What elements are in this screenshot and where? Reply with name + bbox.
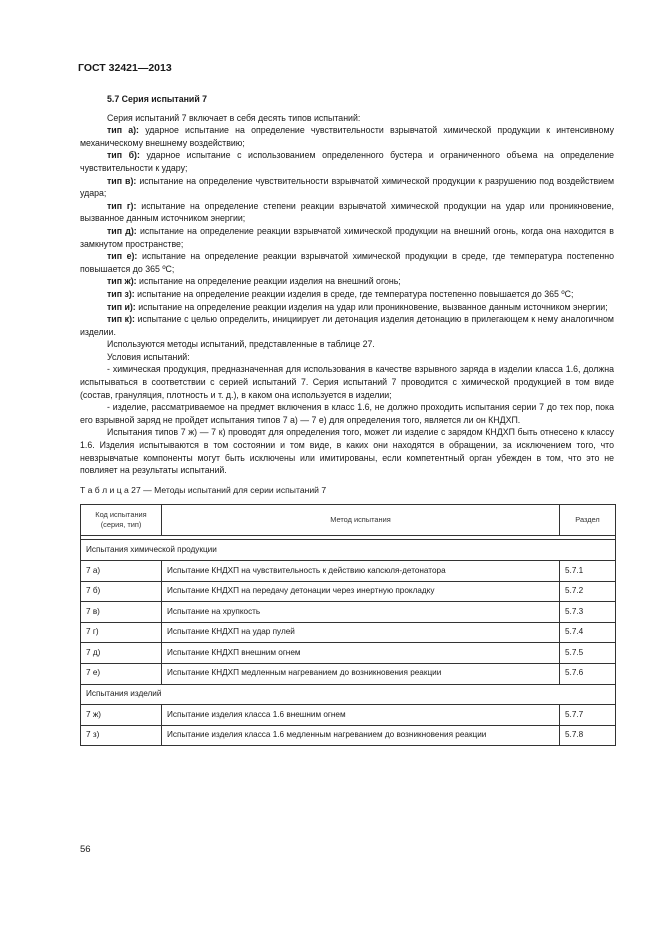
type-text: испытание на определение степени реакции взрывчатой химической продукции на удар или проникновение, вызванное данным источником энергии;	[80, 200, 614, 224]
cell-method: Испытание на хрупкость	[162, 602, 560, 623]
type-text: испытание на определение реакции изделия в среде, где температура постепенно повышается до 365 ºС;	[137, 288, 574, 299]
cell-section: 5.7.7	[560, 705, 616, 726]
document-body	[80, 93, 614, 746]
cell-code: 7 д)	[81, 643, 162, 664]
type-text: ударное испытание с использованием определенного бустера и ограниченного объема на определение чувствительности к удару;	[80, 150, 614, 173]
cell-code: 7 а)	[81, 561, 162, 582]
cell-section: 5.7.5	[560, 643, 616, 664]
conditions-title: Условия испытаний:	[107, 351, 190, 362]
type-text: испытание на определение чувствительности взрывчатой химической продукции к разрушению под воздействием удара;	[80, 175, 614, 199]
cell-code: 7 з)	[81, 725, 162, 746]
type-label: тип г):	[107, 200, 137, 211]
type-label: тип и):	[107, 301, 136, 312]
cell-method: Испытание КНДХП на передачу детонации через инертную прокладку	[162, 581, 560, 602]
cell-section: 5.7.1	[560, 561, 616, 582]
cell-code: 7 е)	[81, 663, 162, 684]
group-title: Испытания химической продукции	[81, 540, 616, 561]
test-type-b	[80, 149, 614, 174]
table-row	[81, 581, 616, 602]
test-type-v	[80, 175, 614, 200]
header-method: Метод испытания	[162, 505, 560, 536]
methods-note: Используются методы испытаний, представленные в таблице 27.	[107, 339, 375, 350]
test-type-i	[80, 301, 614, 314]
methods-table	[80, 504, 616, 746]
test-type-zh	[80, 275, 614, 288]
type-label: тип к):	[107, 314, 135, 325]
cell-section: 5.7.8	[560, 725, 616, 746]
condition-1: - химическая продукция, предназначенная для использования в качестве взрывного заряда в изделии класса 1.6, должна испытываться в соответствии с серией испытаний 7. Серия испытаний 7 проводится с химической продукцией в том виде (состав, грануляция, плотность и т. д.), в каком она используется в изделии;	[80, 364, 614, 400]
table-group-row	[81, 540, 616, 561]
type-text: испытание на определение реакции взрывчатой химической продукции на внешний огонь, когда она находится в замкнутом пространстве;	[80, 225, 614, 249]
type-text: испытание с целью определить, инициирует ли детонация изделия детонацию в прилегающем к нему аналогичном изделии.	[80, 314, 614, 337]
cell-code: 7 ж)	[81, 705, 162, 726]
type-label: тип ж):	[107, 276, 137, 287]
type-text: испытание на определение реакции изделия на внешний огонь;	[139, 276, 401, 287]
table-row	[81, 725, 616, 746]
type-label: тип з):	[107, 288, 135, 299]
condition-2: - изделие, рассматриваемое на предмет включения в класс 1.6, не должно проходить испытания серии 7 до тех пор, пока его взрывной заряд не пройдет испытания типов 7 а) — 7 е) для определения того, является ли он КНДХП.	[80, 402, 614, 425]
cell-method: Испытание КНДХП на чувствительность к действию капсюля-детонатора	[162, 561, 560, 582]
type-label: тип а):	[107, 125, 139, 136]
test-type-z	[80, 288, 614, 301]
cell-section: 5.7.4	[560, 622, 616, 643]
cell-method: Испытание изделия класса 1.6 медленным нагреванием до возникновения реакции	[162, 725, 560, 746]
table-row	[81, 705, 616, 726]
type-text: ударное испытание на определение чувствительности взрывчатой химической продукции к интенсивному механическому внешнему воздействию;	[80, 125, 614, 148]
cell-code: 7 в)	[81, 602, 162, 623]
cell-code: 7 г)	[81, 622, 162, 643]
type-text: испытание на определение реакции изделия на удар или проникновение, вызванное данным источником энергии;	[138, 301, 608, 312]
header-section: Раздел	[560, 505, 616, 536]
page-number: 56	[80, 844, 91, 855]
section-intro: Серия испытаний 7 включает в себя десять типов испытаний:	[107, 112, 361, 123]
cell-section: 5.7.3	[560, 602, 616, 623]
cell-code: 7 б)	[81, 581, 162, 602]
type-label: тип е):	[107, 251, 138, 262]
table-row	[81, 622, 616, 643]
table-group-row	[81, 684, 616, 705]
table-row	[81, 663, 616, 684]
group-title: Испытания изделий	[81, 684, 616, 705]
cell-method: Испытание КНДХП внешним огнем	[162, 643, 560, 664]
cell-method: Испытание изделия класса 1.6 внешним огнем	[162, 705, 560, 726]
final-paragraph: Испытания типов 7 ж) — 7 к) проводят для определения того, может ли изделие с зарядом КНДХП быть отнесено к классу 1.6. Изделия испытываются в том состоянии и том виде, в каких они находятся в обращении, за исключением того, что невзрывчатые компоненты могут быть исключены или имитированы, если компетентный орган убежден в том, что это не повлияет на результаты испытаний.	[80, 427, 614, 476]
test-type-a	[80, 124, 614, 149]
header-code: Код испытания (серия, тип)	[81, 505, 162, 536]
test-type-k	[80, 313, 614, 338]
document-header: ГОСТ 32421—2013	[78, 62, 172, 74]
table-caption: Т а б л и ц а 27 — Методы испытаний для серии испытаний 7	[80, 484, 327, 495]
test-type-d	[80, 225, 614, 250]
type-label: тип д):	[107, 225, 137, 236]
type-label: тип в):	[107, 175, 137, 186]
cell-section: 5.7.6	[560, 663, 616, 684]
table-row	[81, 602, 616, 623]
table-row	[81, 561, 616, 582]
cell-section: 5.7.2	[560, 581, 616, 602]
table-row	[81, 643, 616, 664]
test-type-g	[80, 200, 614, 225]
section-title: 5.7 Серия испытаний 7	[107, 94, 208, 104]
cell-method: Испытание КНДХП на удар пулей	[162, 622, 560, 643]
test-type-e	[80, 250, 614, 275]
type-text: испытание на определение реакции взрывчатой химической продукции в среде, где температура постепенно повышается до 365 ºС;	[80, 251, 614, 274]
type-label: тип б):	[107, 150, 140, 161]
table-header-row	[81, 505, 616, 536]
cell-method: Испытание КНДХП медленным нагреванием до возникновения реакции	[162, 663, 560, 684]
